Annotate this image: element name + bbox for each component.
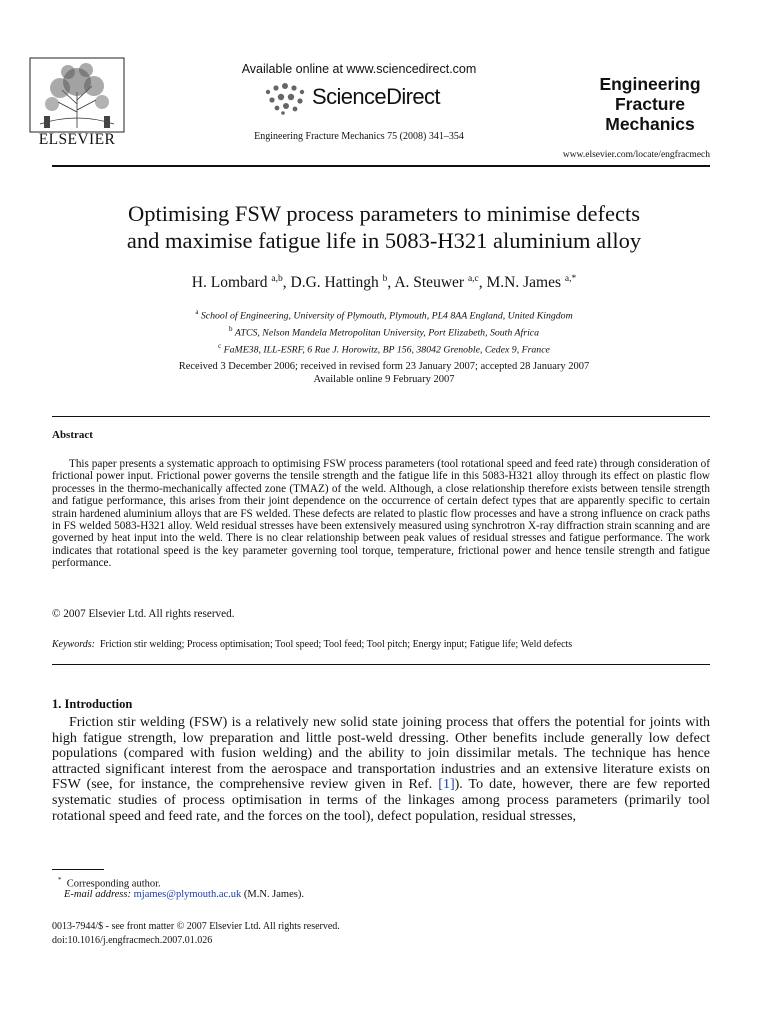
affiliation-list — [40, 306, 728, 356]
abstract-paragraph: This paper presents a systematic approach to optimising FSW process parameters (tool rotational speed and feed rate) through consideration of frictional power input. Frictional power governs the tensile strength and the fatigue life in this 5083-H321 alloy through its effect on plastic flow processes in the thermo-mechanically affected zone (TMAZ) of the weld. Although, a close relationship therefore exists between tensile strength and fatigue performance, this arises from their joint dependence on the occurrence of certain defect types that are apparently specific to certain strain hardened aluminium alloys that are FS welded. These defects are related to plastic flow processes and have a strong influence on crack paths in FS welded 5083-H321 alloy. Weld residual stresses have been extensively measured using synchrotron X-ray diffraction strain scanning and are governed by heat input into the weld. There is no clear relationship between peak values of residual stresses and fatigue performance. The work indicates that rotational speed is the key parameter governing tool torque, temperature, frictional power and hence tensile strength and fatigue performance. — [52, 458, 710, 570]
author-name: M.N. James — [486, 274, 561, 292]
article-history — [40, 360, 728, 386]
journal-title-line: Fracture — [614, 94, 686, 114]
available-online-date: Available online 9 February 2007 — [313, 374, 455, 385]
author-name: H. Lombard — [191, 274, 268, 292]
sciencedirect-dots-icon — [262, 82, 310, 116]
received-dates: Received 3 December 2006; received in revised form 23 January 2007; accepted 28 January 2007 — [178, 361, 590, 372]
abstract-heading: Abstract — [52, 429, 93, 441]
footnote-rule — [52, 869, 104, 870]
journal-citation: Engineering Fracture Mechanics 75 (2008) 341–354 — [254, 131, 464, 142]
author-affiliation-mark: b — [382, 274, 388, 284]
issn-line: 0013-7944/$ - see front matter © 2007 Elsevier Ltd. All rights reserved. — [52, 921, 340, 932]
section-heading-introduction: 1. Introduction — [52, 697, 133, 711]
keywords-list: Friction stir welding; Process optimisation; Tool speed; Tool feed; Tool pitch; Energy input; Fatigue life; Weld defects — [99, 639, 573, 650]
abstract-bottom-rule — [52, 664, 710, 665]
email-label: E-mail address: — [64, 889, 131, 900]
author-separator: , — [478, 274, 487, 292]
journal-title-line: Engineering — [599, 74, 701, 94]
affiliation-item — [40, 306, 728, 323]
elsevier-wordmark: ELSEVIER — [38, 131, 116, 148]
paper-title-line: and maximise fatigue life in 5083-H321 aluminium alloy — [126, 228, 642, 253]
keywords — [52, 639, 710, 650]
affiliation-text: ATCS, Nelson Mandela Metropolitan University, Port Elizabeth, South Africa — [234, 327, 540, 339]
introduction-paragraph — [52, 715, 710, 824]
author-name: A. Steuwer — [394, 274, 465, 292]
affiliation-text: FaME38, ILL-ESRF, 6 Rue J. Horowitz, BP 156, 38042 Grenoble, Cedex 9, France — [223, 343, 550, 355]
keywords-label: Keywords: — [52, 639, 95, 650]
header-rule — [52, 165, 710, 167]
affiliation-item — [40, 340, 728, 357]
journal-title-line: Mechanics — [605, 114, 695, 134]
journal-title — [580, 74, 720, 134]
author-affiliation-mark: a,c — [467, 274, 479, 284]
paper-title-line: Optimising FSW process parameters to minimise defects — [128, 201, 640, 226]
abstract-copyright: © 2007 Elsevier Ltd. All rights reserved. — [52, 608, 235, 620]
footnote-mark: * — [58, 876, 62, 884]
author-separator: , — [387, 274, 395, 292]
introduction-body — [52, 715, 710, 824]
available-online-text: Available online at www.sciencedirect.com — [241, 62, 477, 76]
corresponding-author-text: Corresponding author. — [66, 878, 161, 890]
affiliation-text: School of Engineering, University of Plymouth, Plymouth, PL4 8AA England, United Kingdom — [200, 310, 573, 322]
author-list — [40, 274, 728, 292]
author-affiliation-mark: a,* — [564, 274, 577, 284]
email-link[interactable]: mjames@plymouth.ac.uk — [133, 889, 242, 900]
email-owner: (M.N. James). — [243, 889, 304, 900]
affiliation-mark: c — [218, 341, 222, 350]
author-name: D.G. Hattingh — [290, 274, 379, 292]
abstract-body — [52, 458, 710, 570]
affiliation-item — [40, 323, 728, 340]
abstract-top-rule — [52, 416, 710, 417]
corresponding-author-note — [58, 876, 161, 890]
affiliation-mark: a — [195, 308, 199, 316]
author-separator: , — [282, 274, 291, 292]
sciencedirect-logo — [262, 82, 462, 116]
author-affiliation-mark: a,b — [271, 274, 283, 284]
affiliation-mark: b — [228, 324, 233, 333]
journal-url-link[interactable]: www.elsevier.com/locate/engfracmech — [562, 150, 710, 160]
email-note — [64, 889, 304, 900]
doi-link[interactable]: doi:10.1016/j.engfracmech.2007.01.026 — [52, 935, 213, 946]
reference-link[interactable]: [1] — [438, 777, 455, 793]
paper-title — [40, 200, 728, 254]
sciencedirect-wordmark: ScienceDirect — [312, 84, 440, 109]
introduction-text: Friction stir welding (FSW) is a relatively new solid state joining process that offers the potential for joints with high fatigue strength, low preparation and little post-weld dressing. Other benefits include generally low defect populations (compared with fusion welding) and the ability to join dissimilar metals. The technique has hence attracted significant interest from the aerospace and transportation industries and an extensive literature exists on FSW (see, for instance, the comprehensive review given in Ref. — [52, 715, 710, 793]
introduction-text: ). To date, however, there are few reported systematic studies of process optimisation in terms of the linkages among process parameters (primarily tool rotational speed and feed rate, and the forces on the tool), defect population, residual stresses, — [52, 777, 710, 824]
